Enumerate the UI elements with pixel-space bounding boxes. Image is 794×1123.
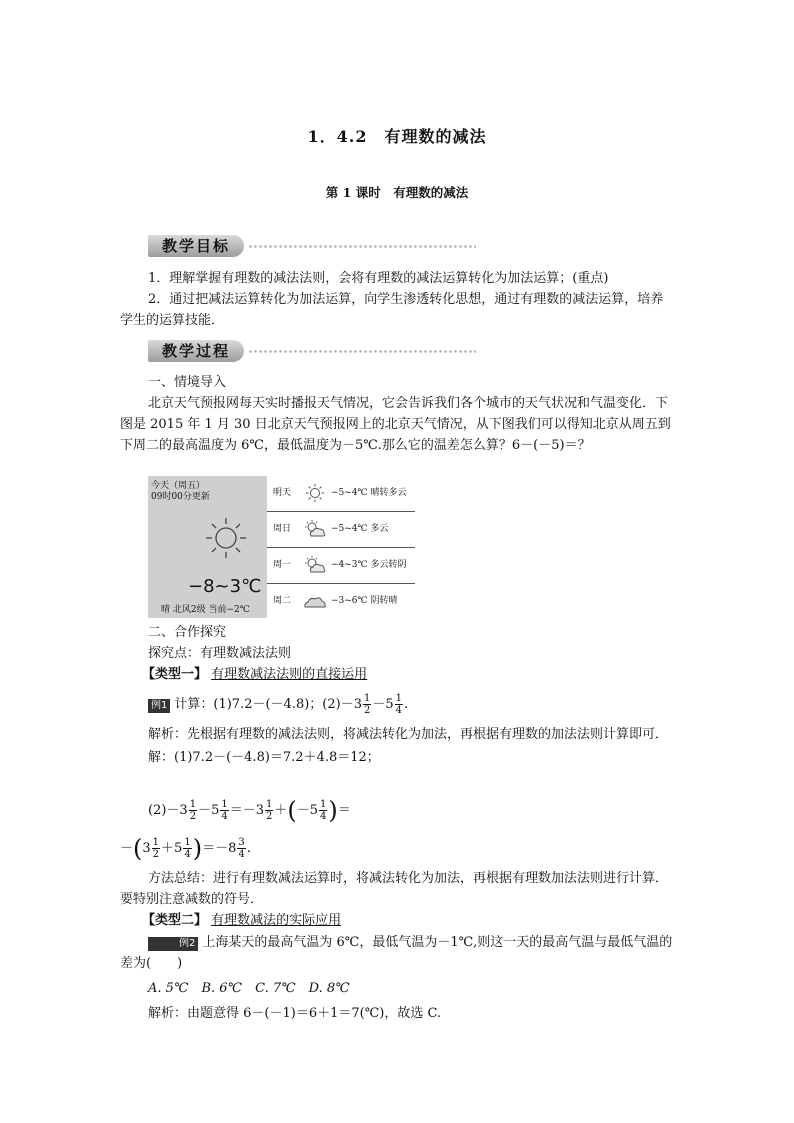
analysis-1 [120,724,674,768]
fraction: $\frac{1}{2}$ [363,693,371,716]
page-title: 1．4.2 有理数的减法 [307,127,487,146]
goals-banner-label: 教学目标 [148,235,244,257]
type-title: 有理数减法的实际应用 [211,913,342,928]
example-2 [120,932,674,1024]
forecast-day: 周日 [273,524,292,534]
solution-line-2: (2)－3 $\frac{1}{2}$ －5 $\frac{1}{4}$ ＝－3 $\frac{1}{2}$ ＋(－5 $\frac{1}{4}$ )＝ [148,796,351,825]
forecast-day: 周一 [273,560,292,570]
banner-dots [248,244,476,249]
solution-line-3: －(3 $\frac{1}{2}$ ＋5 $\frac{1}{4}$ )＝－8 $\frac{3}{4}$ . [120,834,251,863]
process-banner-label: 教学过程 [148,340,244,362]
forecast-text: −3~6℃ 阴转晴 [331,596,398,606]
example-label: 例2 [148,937,198,951]
example-text: 计算：(1)7.2－(－4.8)；(2)－3 [174,697,362,712]
forecast-text: −5~4℃ 多云 [331,524,389,534]
example-text: －5 [372,697,394,712]
fraction: $\frac{1}{4}$ [395,693,402,716]
forecast-day: 周二 [273,596,292,606]
forecast-row [267,476,415,512]
goals-banner [148,235,476,257]
method-summary [120,868,674,931]
forecast-row [267,584,415,619]
forecast-row [267,548,415,584]
goal-item-2: 2．通过把减法运算转化为加法运算，向学生渗透转化思想，通过有理数的减法运算，培养学生的运算技能． [120,292,664,328]
section-heading: 二、合作探究 [148,625,227,640]
example-1: 例1 计算：(1)7.2－(－4.8)；(2)－3 $\frac{1}{2}$ －5 $\frac{1}{4}$ . [120,690,674,720]
partly-cloudy-icon [303,555,327,575]
weather-widget [148,476,415,618]
update-time: 09时00分更新 [151,492,210,502]
today-label: 今天（周五） [151,481,206,491]
type-tag: 【类型二】 [142,913,208,928]
forecast-day: 明天 [273,488,292,498]
forecast-text: −4~3℃ 多云转阴 [331,560,407,570]
overcast-icon [303,591,327,611]
sun-icon [303,483,327,503]
lesson-subtitle: 第 1 课时 有理数的减法 [325,185,469,200]
today-range: −8~3℃ [188,576,262,597]
type1-heading [120,664,674,685]
example-label: 例1 [148,699,170,713]
method-text: 方法总结：进行有理数减法运算时，将减法转化为加法，再根据有理数加法法则进行计算．要特别注意减数的符号． [120,871,669,907]
type-title: 有理数减法法则的直接运用 [211,667,368,682]
analysis-text: 解析：先根据有理数的减法法则，将减法转化为加法，再根据有理数的加法法则计算即可． [148,727,669,742]
partly-cloudy-icon [303,519,327,539]
today-panel [148,476,267,618]
sun-icon [204,516,248,560]
today-detail: 晴 北风2级 当前−2℃ [161,605,250,615]
banner-dots [248,349,476,354]
goal-item-1: 1．理解掌握有理数的减法法则，会将有理数的减法运算转化为加法运算；(重点) [148,271,609,286]
intro-paragraph: 北京天气预报网每天实时播报天气情况，它会告诉我们各个城市的天气状况和气温变化．下图是 2015 年 1 月 30 日北京天气预报网上的北京天气情况，从下图我们可以得知北京从周五到下周二的最高温度为 6℃，最低温度为－5℃.那么它的温差怎么算？6－(－5)＝？ [120,396,671,453]
analysis-text: 解析：由题意得 6－(－1)＝6＋1＝7(℃)，故选 C. [148,1006,442,1021]
goals-list [120,268,674,331]
process-banner [148,340,476,362]
explore-point: 探究点：有理数减法法则 [148,646,292,661]
forecast-row [267,512,415,548]
type2-heading [120,910,674,931]
forecast-text: −5~4℃ 晴转多云 [331,488,407,498]
intro-section [120,372,674,456]
answer-options: A. 5℃ B. 6℃ C. 7℃ D. 8℃ [148,981,350,996]
solution-line: 解：(1)7.2－(－4.8)＝7.2＋4.8＝12； [148,750,380,765]
type-tag: 【类型一】 [142,667,208,682]
explore-section [120,622,674,685]
example-text: 上海某天的最高气温为 6℃，最低气温为－1℃,则这一天的最高气温与最低气温的差为( ) [120,935,673,971]
section-heading: 一、情境导入 [148,375,227,390]
